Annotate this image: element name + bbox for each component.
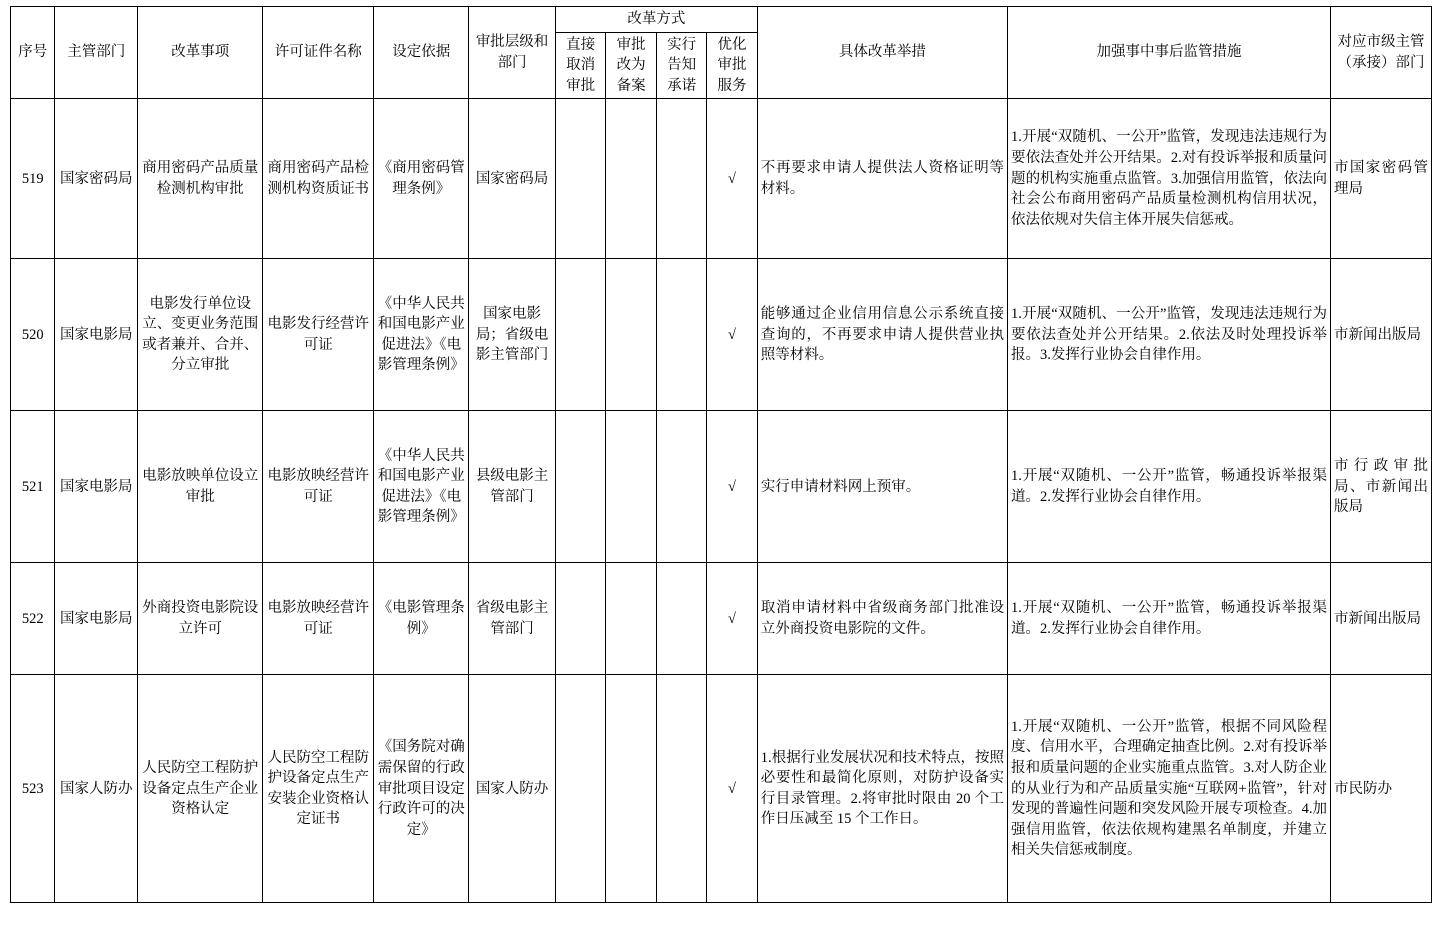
cell-city-dept: 市行政审批局、市新闻出版局 <box>1331 411 1432 563</box>
cell-method-cancel <box>555 563 605 675</box>
cell-city-dept: 市新闻出版局 <box>1331 259 1432 411</box>
cell-level: 国家密码局 <box>469 99 556 259</box>
cell-cert: 电影放映经营许可证 <box>263 563 374 675</box>
cell-supervision: 1.开展“双随机、一公开”监管，根据不同风险程度、信用水平，合理确定抽查比例。2.对有投诉举报和质量问题的企业实施重点监管。3.对人防企业的从业行为和产品质量实施“互联网+监管”，针对发现的普遍性问题和突发风险开展专项检查。4.加强信用监管，依法依规构建黑名单制度，并建立相关失信惩戒制度。 <box>1008 675 1331 903</box>
cell-method-optimize: √ <box>707 99 757 259</box>
cell-method-commitment <box>656 563 706 675</box>
cell-method-commitment <box>656 259 706 411</box>
cell-method-record <box>606 411 656 563</box>
cell-method-record <box>606 259 656 411</box>
column-header-measures: 具体改革举措 <box>757 7 1007 99</box>
cell-cert: 人民防空工程防护设备定点生产安装企业资格认定证书 <box>263 675 374 903</box>
cell-city-dept: 市新闻出版局 <box>1331 563 1432 675</box>
cell-dept: 国家电影局 <box>55 411 138 563</box>
cell-supervision: 1.开展“双随机、一公开”监管，发现违法违规行为要依法查处并公开结果。2.依法及时处理投诉举报。3.发挥行业协会自律作用。 <box>1008 259 1331 411</box>
cell-basis: 《中华人民共和国电影产业促进法》《电影管理条例》 <box>374 259 469 411</box>
cell-method-record <box>606 675 656 903</box>
table-row <box>11 99 1432 259</box>
column-header-city-dept: 对应市级主管（承接）部门 <box>1331 7 1432 99</box>
column-header-method-commitment: 实行告知承诺 <box>656 32 706 99</box>
table-row <box>11 411 1432 563</box>
column-header-basis: 设定依据 <box>374 7 469 99</box>
column-header-cert: 许可证件名称 <box>263 7 374 99</box>
cell-measures: 实行申请材料网上预审。 <box>757 411 1007 563</box>
column-header-seq: 序号 <box>11 7 55 99</box>
cell-dept: 国家人防办 <box>55 675 138 903</box>
cell-measures: 取消申请材料中省级商务部门批准设立外商投资电影院的文件。 <box>757 563 1007 675</box>
column-header-method-record: 审批改为备案 <box>606 32 656 99</box>
cell-method-cancel <box>555 675 605 903</box>
column-header-item: 改革事项 <box>138 7 263 99</box>
cell-method-cancel <box>555 259 605 411</box>
table-row <box>11 259 1432 411</box>
cell-method-optimize: √ <box>707 411 757 563</box>
cell-dept: 国家电影局 <box>55 563 138 675</box>
cell-method-optimize: √ <box>707 259 757 411</box>
cell-item: 电影发行单位设立、变更业务范围或者兼并、合并、分立审批 <box>138 259 263 411</box>
cell-seq: 521 <box>11 411 55 563</box>
cell-method-commitment <box>656 99 706 259</box>
cell-supervision: 1.开展“双随机、一公开”监管，畅通投诉举报渠道。2.发挥行业协会自律作用。 <box>1008 563 1331 675</box>
cell-method-cancel <box>555 411 605 563</box>
cell-method-record <box>606 563 656 675</box>
cell-basis: 《国务院对确需保留的行政审批项目设定行政许可的决定》 <box>374 675 469 903</box>
column-header-dept: 主管部门 <box>55 7 138 99</box>
cell-cert: 电影放映经营许可证 <box>263 411 374 563</box>
cell-basis: 《中华人民共和国电影产业促进法》《电影管理条例》 <box>374 411 469 563</box>
cell-supervision: 1.开展“双随机、一公开”监管，畅通投诉举报渠道。2.发挥行业协会自律作用。 <box>1008 411 1331 563</box>
cell-basis: 《电影管理条例》 <box>374 563 469 675</box>
cell-seq: 523 <box>11 675 55 903</box>
cell-item: 人民防空工程防护设备定点生产企业资格认定 <box>138 675 263 903</box>
table-body <box>11 99 1432 903</box>
cell-basis: 《商用密码管理条例》 <box>374 99 469 259</box>
cell-city-dept: 市民防办 <box>1331 675 1432 903</box>
cell-seq: 520 <box>11 259 55 411</box>
column-header-reform-method: 改革方式 <box>555 7 757 33</box>
column-header-method-cancel: 直接取消审批 <box>555 32 605 99</box>
reform-list-table <box>10 6 1432 903</box>
cell-level: 国家电影局；省级电影主管部门 <box>469 259 556 411</box>
cell-method-optimize: √ <box>707 563 757 675</box>
cell-city-dept: 市国家密码管理局 <box>1331 99 1432 259</box>
cell-seq: 522 <box>11 563 55 675</box>
cell-method-commitment <box>656 675 706 903</box>
cell-method-optimize: √ <box>707 675 757 903</box>
header-row-top <box>11 7 1432 33</box>
cell-method-commitment <box>656 411 706 563</box>
cell-supervision: 1.开展“双随机、一公开”监管，发现违法违规行为要依法查处并公开结果。2.对有投诉举报和质量问题的机构实施重点监管。3.加强信用监管，依法向社会公布商用密码产品质量检测机构信用状况，依法依规对失信主体开展失信惩戒。 <box>1008 99 1331 259</box>
cell-level: 县级电影主管部门 <box>469 411 556 563</box>
cell-measures: 能够通过企业信用信息公示系统直接查询的，不再要求申请人提供营业执照等材料。 <box>757 259 1007 411</box>
cell-measures: 不再要求申请人提供法人资格证明等材料。 <box>757 99 1007 259</box>
cell-dept: 国家电影局 <box>55 259 138 411</box>
cell-cert: 商用密码产品检测机构资质证书 <box>263 99 374 259</box>
column-header-level: 审批层级和部门 <box>469 7 556 99</box>
cell-method-record <box>606 99 656 259</box>
cell-item: 商用密码产品质量检测机构审批 <box>138 99 263 259</box>
table-header <box>11 7 1432 99</box>
cell-cert: 电影发行经营许可证 <box>263 259 374 411</box>
cell-level: 省级电影主管部门 <box>469 563 556 675</box>
column-header-supervision: 加强事中事后监管措施 <box>1008 7 1331 99</box>
cell-measures: 1.根据行业发展状况和技术特点，按照必要性和最简化原则，对防护设备实行目录管理。2.将审批时限由 20 个工作日压减至 15 个工作日。 <box>757 675 1007 903</box>
cell-dept: 国家密码局 <box>55 99 138 259</box>
table-row <box>11 563 1432 675</box>
cell-item: 外商投资电影院设立许可 <box>138 563 263 675</box>
cell-seq: 519 <box>11 99 55 259</box>
cell-method-cancel <box>555 99 605 259</box>
table-row <box>11 675 1432 903</box>
cell-level: 国家人防办 <box>469 675 556 903</box>
column-header-method-optimize: 优化审批服务 <box>707 32 757 99</box>
cell-item: 电影放映单位设立审批 <box>138 411 263 563</box>
